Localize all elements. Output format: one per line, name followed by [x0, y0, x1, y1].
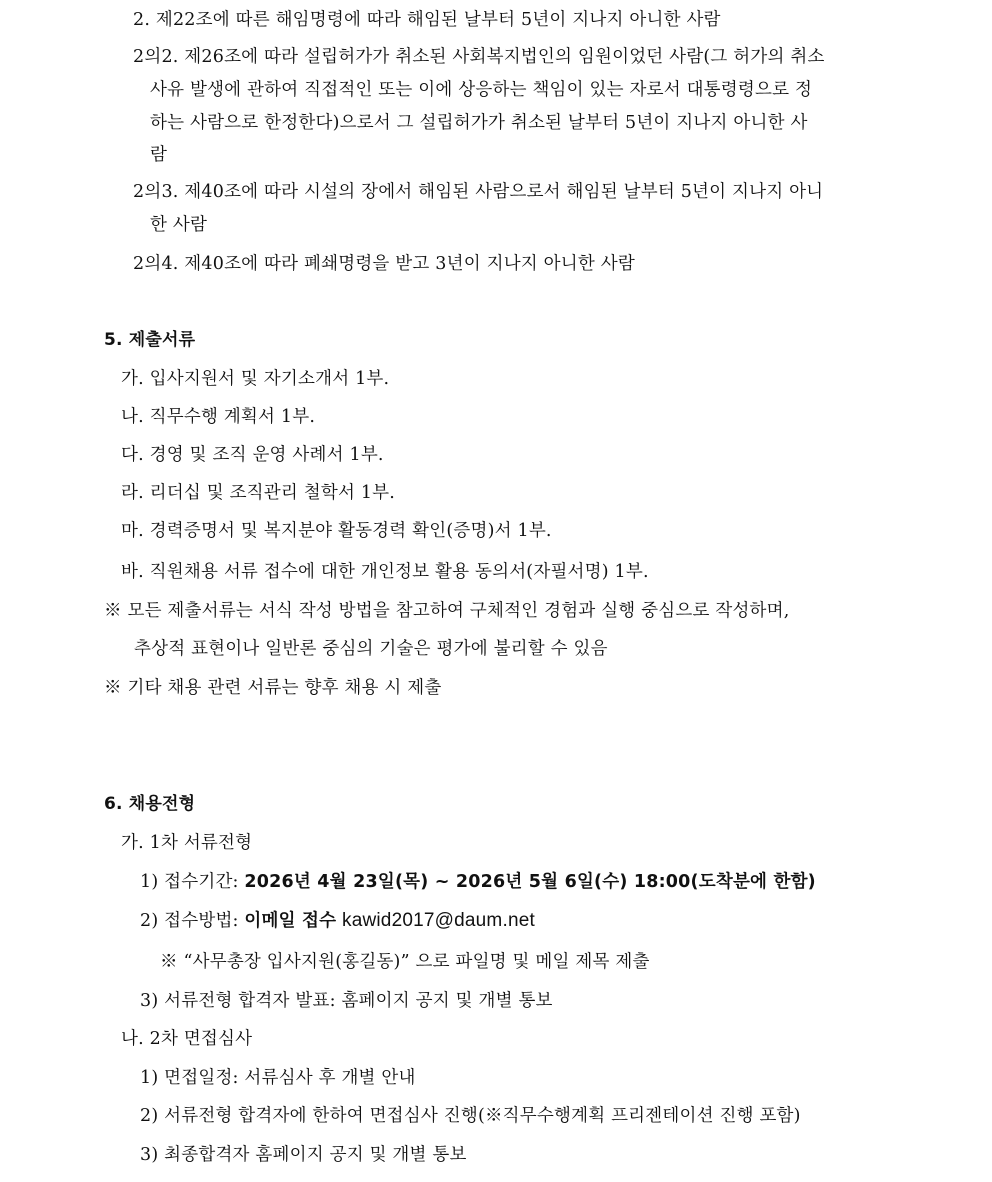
document-item: 나. 직무수행 계획서 1부. — [121, 407, 316, 427]
application-method-prefix: 이메일 접수 — [244, 911, 337, 931]
disqualification-item-2-3-line2: 한 사람 — [150, 215, 208, 235]
stage2-title: 나. 2차 면접심사 — [121, 1029, 253, 1049]
note-documents-line1: ※ 모든 제출서류는 서식 작성 방법을 참고하여 구체적인 경험과 실행 중심으로 작성하며, — [104, 601, 790, 621]
interview-item: 3) 최종합격자 홈페이지 공지 및 개별 통보 — [140, 1145, 467, 1165]
section-heading-selection: 6. 채용전형 — [104, 794, 196, 814]
disqualification-item-2-3-line1: 2의3. 제40조에 따라 시설의 장에서 해임된 사람으로서 해임된 날부터 5년이 지나지 아니 — [133, 182, 824, 202]
disqualification-item-2-4: 2의4. 제40조에 따라 폐쇄명령을 받고 3년이 지나지 아니한 사람 — [133, 254, 635, 274]
note-documents-line2: 추상적 표현이나 일반론 중심의 기술은 평가에 불리할 수 있음 — [134, 639, 608, 659]
application-period — [140, 870, 816, 894]
section-heading-documents: 5. 제출서류 — [104, 330, 196, 350]
stage1-title: 가. 1차 서류전형 — [121, 833, 253, 853]
document-item: 마. 경력증명서 및 복지분야 활동경력 확인(증명)서 1부. — [121, 521, 552, 541]
disqualification-item-2-2-line3: 하는 사람으로 한정한다)으로서 그 설립허가가 취소된 날부터 5년이 지나지 아니한 사 — [150, 113, 808, 133]
document-item: 라. 리더십 및 조직관리 철학서 1부. — [121, 483, 396, 503]
application-method — [140, 909, 535, 933]
disqualification-item-2: 2. 제22조에 따른 해임명령에 따라 해임된 날부터 5년이 지나지 아니한 사람 — [133, 10, 721, 30]
note-other-documents: ※ 기타 채용 관련 서류는 향후 채용 시 제출 — [104, 678, 442, 698]
document-item: 다. 경영 및 조직 운영 사례서 1부. — [121, 445, 384, 465]
application-method-label: 2) 접수방법: — [140, 911, 239, 931]
document-item: 가. 입사지원서 및 자기소개서 1부. — [121, 369, 390, 389]
disqualification-item-2-2-line1: 2의2. 제26조에 따라 설립허가가 취소된 사회복지법인의 임원이었던 사람(그 허가의 취소 — [133, 47, 825, 67]
disqualification-item-2-2-line4: 람 — [150, 145, 168, 165]
document-item: 바. 직원채용 서류 접수에 대한 개인정보 활용 동의서(자필서명) 1부. — [121, 562, 649, 582]
application-method-note: ※ “사무총장 입사지원(홍길동)” 으로 파일명 및 메일 제목 제출 — [160, 952, 650, 972]
disqualification-item-2-2-line2: 사유 발생에 관하여 직접적인 또는 이에 상응하는 책임이 있는 자로서 대통령령으로 정 — [150, 80, 813, 100]
document-result-announcement: 3) 서류전형 합격자 발표: 홈페이지 공지 및 개별 통보 — [140, 991, 553, 1011]
interview-item: 2) 서류전형 합격자에 한하여 면접심사 진행(※직무수행계획 프리젠테이션 진행 포함) — [140, 1106, 801, 1126]
application-period-label: 1) 접수기간: — [140, 872, 239, 892]
interview-item: 1) 면접일정: 서류심사 후 개별 안내 — [140, 1068, 416, 1088]
application-period-value: 2026년 4월 23일(목) ~ 2026년 5월 6일(수) 18:00(도착분에 한함) — [244, 872, 816, 892]
application-email: kawid2017@daum.net — [342, 910, 535, 931]
